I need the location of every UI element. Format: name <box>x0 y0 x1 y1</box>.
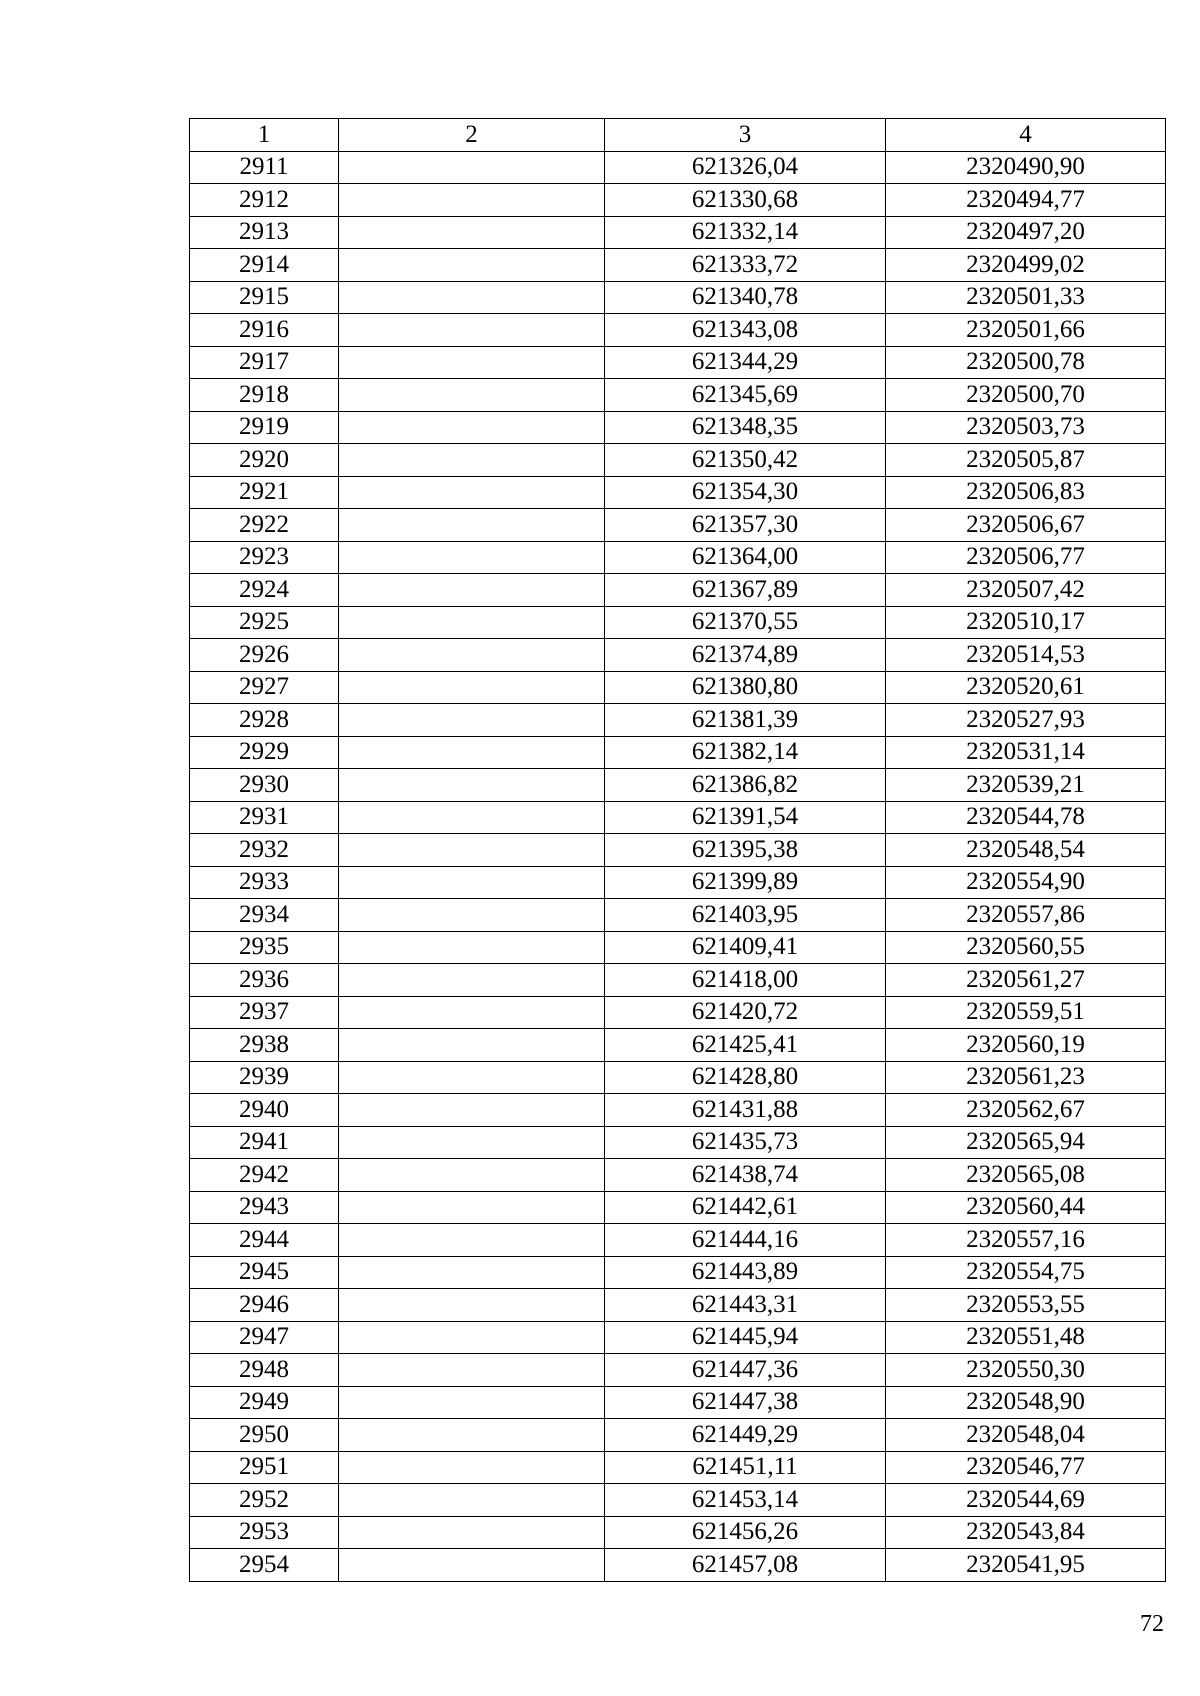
empty-cell <box>339 1516 605 1549</box>
y-coordinate-cell: 2320554,75 <box>886 1256 1166 1289</box>
empty-cell <box>339 1094 605 1127</box>
point-number-cell: 2950 <box>190 1419 339 1452</box>
table-row <box>190 151 1166 184</box>
empty-cell <box>339 1451 605 1484</box>
table-row <box>190 476 1166 509</box>
y-coordinate-cell: 2320501,66 <box>886 314 1166 347</box>
empty-cell <box>339 411 605 444</box>
table-row <box>190 411 1166 444</box>
y-coordinate-cell: 2320500,70 <box>886 379 1166 412</box>
empty-cell <box>339 444 605 477</box>
x-coordinate-cell: 621332,14 <box>605 216 886 249</box>
point-number-cell: 2920 <box>190 444 339 477</box>
table-row <box>190 1224 1166 1257</box>
empty-cell <box>339 1191 605 1224</box>
point-number-cell: 2921 <box>190 476 339 509</box>
table-row <box>190 1289 1166 1322</box>
x-coordinate-cell: 621451,11 <box>605 1451 886 1484</box>
y-coordinate-cell: 2320507,42 <box>886 574 1166 607</box>
empty-cell <box>339 606 605 639</box>
empty-cell <box>339 769 605 802</box>
y-coordinate-cell: 2320561,23 <box>886 1061 1166 1094</box>
empty-cell <box>339 541 605 574</box>
empty-cell <box>339 281 605 314</box>
empty-cell <box>339 866 605 899</box>
y-coordinate-cell: 2320543,84 <box>886 1516 1166 1549</box>
point-number-cell: 2937 <box>190 996 339 1029</box>
empty-cell <box>339 704 605 737</box>
x-coordinate-cell: 621345,69 <box>605 379 886 412</box>
x-coordinate-cell: 621382,14 <box>605 736 886 769</box>
empty-cell <box>339 1354 605 1387</box>
table-row <box>190 866 1166 899</box>
y-coordinate-cell: 2320557,86 <box>886 899 1166 932</box>
coordinates-table <box>189 118 1166 1582</box>
table-row <box>190 964 1166 997</box>
empty-cell <box>339 1256 605 1289</box>
x-coordinate-cell: 621380,80 <box>605 671 886 704</box>
point-number-cell: 2926 <box>190 639 339 672</box>
table-row <box>190 1386 1166 1419</box>
table-row <box>190 249 1166 282</box>
table-row <box>190 1321 1166 1354</box>
page-number: 72 <box>1140 1611 1164 1637</box>
point-number-cell: 2914 <box>190 249 339 282</box>
table-row <box>190 639 1166 672</box>
y-coordinate-cell: 2320560,55 <box>886 931 1166 964</box>
table-row <box>190 834 1166 867</box>
y-coordinate-cell: 2320550,30 <box>886 1354 1166 1387</box>
x-coordinate-cell: 621348,35 <box>605 411 886 444</box>
y-coordinate-cell: 2320527,93 <box>886 704 1166 737</box>
empty-cell <box>339 1029 605 1062</box>
y-coordinate-cell: 2320544,69 <box>886 1484 1166 1517</box>
y-coordinate-cell: 2320514,53 <box>886 639 1166 672</box>
x-coordinate-cell: 621449,29 <box>605 1419 886 1452</box>
point-number-cell: 2947 <box>190 1321 339 1354</box>
x-coordinate-cell: 621391,54 <box>605 801 886 834</box>
point-number-cell: 2918 <box>190 379 339 412</box>
point-number-cell: 2935 <box>190 931 339 964</box>
x-coordinate-cell: 621435,73 <box>605 1126 886 1159</box>
point-number-cell: 2948 <box>190 1354 339 1387</box>
empty-cell <box>339 184 605 217</box>
empty-cell <box>339 1159 605 1192</box>
table-row <box>190 736 1166 769</box>
table-row <box>190 606 1166 639</box>
empty-cell <box>339 964 605 997</box>
y-coordinate-cell: 2320503,73 <box>886 411 1166 444</box>
y-coordinate-cell: 2320559,51 <box>886 996 1166 1029</box>
table-row <box>190 1094 1166 1127</box>
x-coordinate-cell: 621386,82 <box>605 769 886 802</box>
empty-cell <box>339 249 605 282</box>
point-number-cell: 2940 <box>190 1094 339 1127</box>
x-coordinate-cell: 621374,89 <box>605 639 886 672</box>
table-row <box>190 216 1166 249</box>
x-coordinate-cell: 621431,88 <box>605 1094 886 1127</box>
x-coordinate-cell: 621418,00 <box>605 964 886 997</box>
table-row <box>190 314 1166 347</box>
y-coordinate-cell: 2320561,27 <box>886 964 1166 997</box>
y-coordinate-cell: 2320541,95 <box>886 1549 1166 1582</box>
x-coordinate-cell: 621443,89 <box>605 1256 886 1289</box>
y-coordinate-cell: 2320548,04 <box>886 1419 1166 1452</box>
point-number-cell: 2954 <box>190 1549 339 1582</box>
column-header-2: 2 <box>339 119 605 152</box>
y-coordinate-cell: 2320551,48 <box>886 1321 1166 1354</box>
table-row <box>190 769 1166 802</box>
x-coordinate-cell: 621428,80 <box>605 1061 886 1094</box>
y-coordinate-cell: 2320499,02 <box>886 249 1166 282</box>
empty-cell <box>339 216 605 249</box>
point-number-cell: 2917 <box>190 346 339 379</box>
y-coordinate-cell: 2320560,19 <box>886 1029 1166 1062</box>
x-coordinate-cell: 621354,30 <box>605 476 886 509</box>
table-row <box>190 574 1166 607</box>
point-number-cell: 2929 <box>190 736 339 769</box>
table-row <box>190 1549 1166 1582</box>
point-number-cell: 2942 <box>190 1159 339 1192</box>
point-number-cell: 2953 <box>190 1516 339 1549</box>
y-coordinate-cell: 2320565,08 <box>886 1159 1166 1192</box>
empty-cell <box>339 834 605 867</box>
table-row <box>190 1191 1166 1224</box>
y-coordinate-cell: 2320565,94 <box>886 1126 1166 1159</box>
x-coordinate-cell: 621447,36 <box>605 1354 886 1387</box>
x-coordinate-cell: 621344,29 <box>605 346 886 379</box>
point-number-cell: 2952 <box>190 1484 339 1517</box>
point-number-cell: 2922 <box>190 509 339 542</box>
table-body <box>190 151 1166 1581</box>
x-coordinate-cell: 621381,39 <box>605 704 886 737</box>
point-number-cell: 2912 <box>190 184 339 217</box>
x-coordinate-cell: 621443,31 <box>605 1289 886 1322</box>
y-coordinate-cell: 2320494,77 <box>886 184 1166 217</box>
point-number-cell: 2919 <box>190 411 339 444</box>
x-coordinate-cell: 621326,04 <box>605 151 886 184</box>
empty-cell <box>339 899 605 932</box>
table-row <box>190 281 1166 314</box>
y-coordinate-cell: 2320548,54 <box>886 834 1166 867</box>
x-coordinate-cell: 621453,14 <box>605 1484 886 1517</box>
empty-cell <box>339 1419 605 1452</box>
x-coordinate-cell: 621456,26 <box>605 1516 886 1549</box>
empty-cell <box>339 931 605 964</box>
y-coordinate-cell: 2320560,44 <box>886 1191 1166 1224</box>
table-row <box>190 379 1166 412</box>
empty-cell <box>339 1061 605 1094</box>
empty-cell <box>339 151 605 184</box>
x-coordinate-cell: 621445,94 <box>605 1321 886 1354</box>
table-row <box>190 444 1166 477</box>
y-coordinate-cell: 2320539,21 <box>886 769 1166 802</box>
y-coordinate-cell: 2320506,83 <box>886 476 1166 509</box>
empty-cell <box>339 1321 605 1354</box>
point-number-cell: 2949 <box>190 1386 339 1419</box>
y-coordinate-cell: 2320490,90 <box>886 151 1166 184</box>
point-number-cell: 2916 <box>190 314 339 347</box>
point-number-cell: 2936 <box>190 964 339 997</box>
y-coordinate-cell: 2320506,67 <box>886 509 1166 542</box>
y-coordinate-cell: 2320557,16 <box>886 1224 1166 1257</box>
empty-cell <box>339 1289 605 1322</box>
y-coordinate-cell: 2320497,20 <box>886 216 1166 249</box>
x-coordinate-cell: 621370,55 <box>605 606 886 639</box>
point-number-cell: 2931 <box>190 801 339 834</box>
empty-cell <box>339 1549 605 1582</box>
point-number-cell: 2945 <box>190 1256 339 1289</box>
empty-cell <box>339 1484 605 1517</box>
point-number-cell: 2939 <box>190 1061 339 1094</box>
point-number-cell: 2934 <box>190 899 339 932</box>
empty-cell <box>339 1224 605 1257</box>
table-row <box>190 899 1166 932</box>
empty-cell <box>339 1126 605 1159</box>
x-coordinate-cell: 621444,16 <box>605 1224 886 1257</box>
x-coordinate-cell: 621420,72 <box>605 996 886 1029</box>
point-number-cell: 2932 <box>190 834 339 867</box>
x-coordinate-cell: 621403,95 <box>605 899 886 932</box>
point-number-cell: 2944 <box>190 1224 339 1257</box>
x-coordinate-cell: 621457,08 <box>605 1549 886 1582</box>
x-coordinate-cell: 621343,08 <box>605 314 886 347</box>
point-number-cell: 2941 <box>190 1126 339 1159</box>
table-row <box>190 1484 1166 1517</box>
point-number-cell: 2938 <box>190 1029 339 1062</box>
table-row <box>190 541 1166 574</box>
y-coordinate-cell: 2320544,78 <box>886 801 1166 834</box>
table-row <box>190 1516 1166 1549</box>
table-row <box>190 1029 1166 1062</box>
table-row <box>190 1451 1166 1484</box>
table-row <box>190 1126 1166 1159</box>
y-coordinate-cell: 2320562,67 <box>886 1094 1166 1127</box>
empty-cell <box>339 314 605 347</box>
x-coordinate-cell: 621425,41 <box>605 1029 886 1062</box>
point-number-cell: 2943 <box>190 1191 339 1224</box>
table-row <box>190 184 1166 217</box>
table-row <box>190 704 1166 737</box>
table-row <box>190 1419 1166 1452</box>
x-coordinate-cell: 621333,72 <box>605 249 886 282</box>
column-header-1: 1 <box>190 119 339 152</box>
y-coordinate-cell: 2320501,33 <box>886 281 1166 314</box>
empty-cell <box>339 1386 605 1419</box>
point-number-cell: 2924 <box>190 574 339 607</box>
empty-cell <box>339 736 605 769</box>
x-coordinate-cell: 621447,38 <box>605 1386 886 1419</box>
y-coordinate-cell: 2320506,77 <box>886 541 1166 574</box>
empty-cell <box>339 379 605 412</box>
y-coordinate-cell: 2320554,90 <box>886 866 1166 899</box>
x-coordinate-cell: 621364,00 <box>605 541 886 574</box>
y-coordinate-cell: 2320546,77 <box>886 1451 1166 1484</box>
table-row <box>190 931 1166 964</box>
x-coordinate-cell: 621330,68 <box>605 184 886 217</box>
x-coordinate-cell: 621442,61 <box>605 1191 886 1224</box>
table-row <box>190 671 1166 704</box>
y-coordinate-cell: 2320505,87 <box>886 444 1166 477</box>
x-coordinate-cell: 621357,30 <box>605 509 886 542</box>
point-number-cell: 2928 <box>190 704 339 737</box>
column-header-3: 3 <box>605 119 886 152</box>
x-coordinate-cell: 621367,89 <box>605 574 886 607</box>
y-coordinate-cell: 2320531,14 <box>886 736 1166 769</box>
empty-cell <box>339 671 605 704</box>
point-number-cell: 2915 <box>190 281 339 314</box>
point-number-cell: 2951 <box>190 1451 339 1484</box>
point-number-cell: 2933 <box>190 866 339 899</box>
empty-cell <box>339 574 605 607</box>
point-number-cell: 2923 <box>190 541 339 574</box>
point-number-cell: 2911 <box>190 151 339 184</box>
point-number-cell: 2946 <box>190 1289 339 1322</box>
header-row <box>190 119 1166 152</box>
y-coordinate-cell: 2320520,61 <box>886 671 1166 704</box>
y-coordinate-cell: 2320553,55 <box>886 1289 1166 1322</box>
table-row <box>190 1061 1166 1094</box>
y-coordinate-cell: 2320510,17 <box>886 606 1166 639</box>
table-row <box>190 801 1166 834</box>
x-coordinate-cell: 621350,42 <box>605 444 886 477</box>
point-number-cell: 2913 <box>190 216 339 249</box>
empty-cell <box>339 801 605 834</box>
table-row <box>190 1256 1166 1289</box>
empty-cell <box>339 996 605 1029</box>
point-number-cell: 2925 <box>190 606 339 639</box>
empty-cell <box>339 509 605 542</box>
x-coordinate-cell: 621399,89 <box>605 866 886 899</box>
y-coordinate-cell: 2320500,78 <box>886 346 1166 379</box>
x-coordinate-cell: 621395,38 <box>605 834 886 867</box>
table-row <box>190 346 1166 379</box>
empty-cell <box>339 639 605 672</box>
column-header-4: 4 <box>886 119 1166 152</box>
table-row <box>190 509 1166 542</box>
point-number-cell: 2927 <box>190 671 339 704</box>
table-row <box>190 1159 1166 1192</box>
table-row <box>190 996 1166 1029</box>
empty-cell <box>339 346 605 379</box>
point-number-cell: 2930 <box>190 769 339 802</box>
x-coordinate-cell: 621340,78 <box>605 281 886 314</box>
y-coordinate-cell: 2320548,90 <box>886 1386 1166 1419</box>
table-row <box>190 1354 1166 1387</box>
x-coordinate-cell: 621438,74 <box>605 1159 886 1192</box>
x-coordinate-cell: 621409,41 <box>605 931 886 964</box>
empty-cell <box>339 476 605 509</box>
table-header <box>190 119 1166 152</box>
